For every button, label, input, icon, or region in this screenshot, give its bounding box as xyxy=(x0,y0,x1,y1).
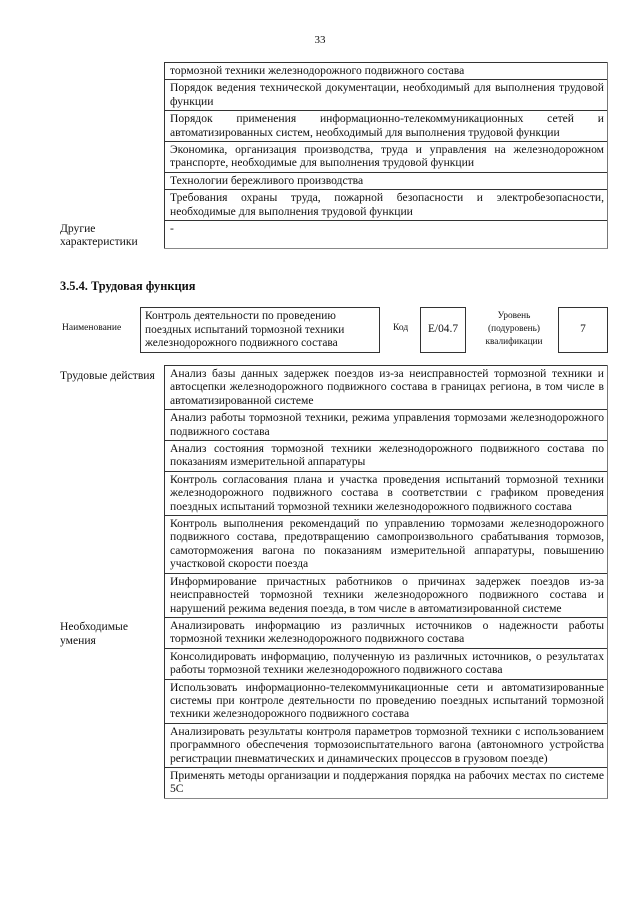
labor-action-cell: Контроль выполнения рекомендаций по управлению тормозами железнодорожного подвижного состава, предотвращению самопроизвольного срабатывания тормозов, самоторможения вагона по показаниям измерительной аппаратуры, повышению участковой скорости поезда xyxy=(165,516,608,574)
page-number: 33 xyxy=(314,34,326,46)
other-characteristics-label: Другие характеристики xyxy=(60,221,138,248)
code-label: Код xyxy=(393,323,409,333)
qualification-level-value: 7 xyxy=(558,307,608,353)
skill-cell: Использовать информационно-телекоммуникационные сети и автоматизированные системы при контроле деятельности по проведению поездных испытаний тормозной техники железнодорожного подвижного состава xyxy=(165,679,608,723)
table-row xyxy=(60,172,608,189)
table-row xyxy=(60,617,608,648)
required-skills-label: Необходимые умения xyxy=(60,620,128,647)
table-row xyxy=(60,142,608,173)
table-row xyxy=(60,190,608,221)
row-label xyxy=(60,63,165,80)
labor-action-cell: Контроль согласования плана и участка проведения испытаний тормозной техники железнодорожного подвижного состава в соответствии с графиком проведения поездных испытаний тормозной техники железнодорожного подвижного состава xyxy=(165,471,608,515)
knowledge-cell: Порядок применения информационно-телекоммуникационных сетей и автоматизированных систем, необходимый для выполнения трудовой функции xyxy=(165,111,608,142)
labor-action-cell: Анализ работы тормозной техники, режима управления тормозами железнодорожного подвижного состава xyxy=(165,410,608,441)
table-row xyxy=(60,366,608,410)
knowledge-cell: Технологии бережливого производства xyxy=(165,172,608,189)
qualification-level-label: Уровень (подуровень) квалификации xyxy=(485,311,543,347)
skill-cell: Применять методы организации и поддержания порядка на рабочих местах по системе 5С xyxy=(165,767,608,798)
function-code: E/04.7 xyxy=(420,307,466,353)
labor-action-cell: Анализ состояния тормозной техники железнодорожного подвижного состава по показаниям измерительной аппаратуры xyxy=(165,441,608,472)
section-heading: 3.5.4. Трудовая функция xyxy=(60,279,196,293)
table-row xyxy=(60,221,608,249)
knowledge-cell: Требования охраны труда, пожарной безопасности и электробезопасности, необходимые для выполнения трудовой функции xyxy=(165,190,608,221)
other-characteristics-value: - xyxy=(165,221,608,249)
labor-action-cell: Анализ базы данных задержек поездов из-за неисправностей тормозной техники и автосцепки железнодорожного подвижного состава в границах региона, в том числе в автоматизированной системе xyxy=(165,366,608,410)
skill-cell: Консолидировать информацию, полученную из различных источников, о результатах работы тормозной техники железнодорожного подвижного состава xyxy=(165,648,608,679)
row-label xyxy=(60,142,165,173)
row-label xyxy=(60,190,165,221)
labor-actions-label: Трудовые действия xyxy=(60,368,155,382)
details-table xyxy=(60,365,608,799)
knowledge-cell: тормозной техники железнодорожного подвижного состава xyxy=(165,63,608,80)
knowledge-cell: Порядок ведения технической документации, необходимый для выполнения трудовой функции xyxy=(165,80,608,111)
row-label xyxy=(60,80,165,111)
skill-cell: Анализировать результаты контроля параметров тормозной техники с использованием программного обеспечения тормозоиспытательного вагона (автономного устройства регистрации пневматических и динамических процессов в грузовом поезде) xyxy=(165,723,608,767)
skill-cell: Анализировать информацию из различных источников о надежности работы тормозной техники железнодорожного подвижного состава xyxy=(165,617,608,648)
table-row xyxy=(60,111,608,142)
labor-action-cell: Информирование причастных работников о причинах задержек поездов из-за неисправностей тормозной техники железнодорожного подвижного состава и нарушений режима ведения поезда, в том числе в автоматизированной системе xyxy=(165,573,608,617)
function-name: Контроль деятельности по проведению поездных испытаний тормозной техники железнодорожного подвижного состава xyxy=(140,307,380,353)
table-row xyxy=(60,80,608,111)
row-label xyxy=(60,111,165,142)
knowledge-cell: Экономика, организация производства, труда и управления на железнодорожном транспорте, необходимые для выполнения трудовой функции xyxy=(165,142,608,173)
row-label xyxy=(60,172,165,189)
continuation-table xyxy=(60,62,608,249)
table-row xyxy=(60,63,608,80)
name-label: Наименование xyxy=(62,323,122,333)
